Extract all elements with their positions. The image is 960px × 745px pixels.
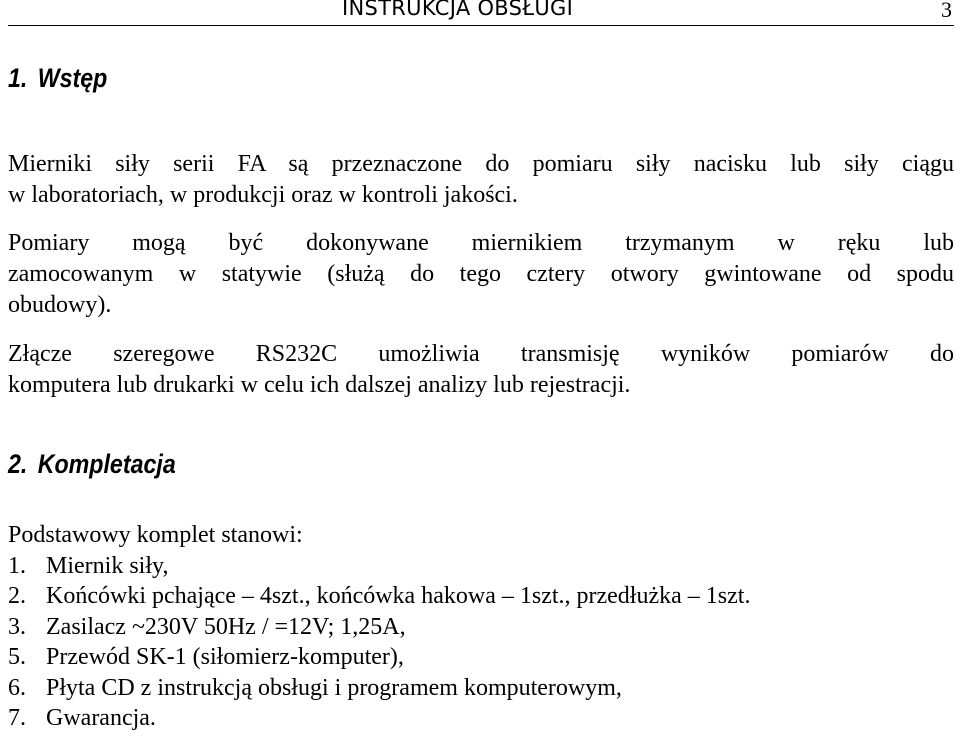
list-item-number: 5. — [8, 644, 26, 670]
section-2-number: 2. — [8, 449, 28, 479]
section-2-heading — [8, 448, 176, 480]
section-2-title: Kompletacja — [37, 449, 176, 479]
header-title: INSTRUKCJA OBSŁUGI — [342, 0, 574, 20]
section-1-heading — [8, 62, 107, 94]
list-item-number: 1. — [8, 552, 26, 579]
paragraph-3-line-2: komputera lub drukarki w celu ich dalszej analizy lub rejestracji. — [8, 372, 631, 398]
paragraph-2-line-1: Pomiary mogą być dokonywane miernikiem trzymanym w ręku lub — [8, 230, 954, 256]
list-item-text: Płyta CD z instrukcją obsługi i programem komputerowym, — [46, 674, 622, 701]
list-item-text: Końcówki pchające – 4szt., końcówka hakowa – 1szt., przedłużka – 1szt. — [46, 583, 751, 609]
section-1-number: 1. — [8, 63, 28, 93]
kit-list-intro: Podstawowy komplet stanowi: — [8, 522, 303, 548]
list-item — [8, 703, 954, 734]
paragraph-2-line-2: zamocowanym w statywie (służą do tego cztery otwory gwintowane od spodu — [8, 261, 954, 287]
list-item — [8, 551, 954, 582]
list-item-number: 2. — [8, 583, 26, 609]
kit-list — [8, 520, 954, 734]
paragraph-2-line-3: obudowy). — [8, 292, 112, 318]
list-item — [8, 673, 954, 704]
page-number: 3 — [941, 0, 952, 22]
section-1-title: Wstęp — [37, 63, 108, 93]
list-item — [8, 642, 954, 673]
paragraph-1 — [8, 149, 954, 211]
list-item-number: 7. — [8, 705, 26, 731]
list-item-number: 6. — [8, 674, 26, 701]
paragraph-1-line-2: w laboratoriach, w produkcji oraz w kontroli jakości. — [8, 182, 518, 208]
list-item-text: Gwarancja. — [46, 705, 156, 731]
list-item-text: Miernik siły, — [46, 552, 169, 579]
paragraph-1-line-1: Mierniki siły serii FA są przeznaczone do pomiaru siły nacisku lub siły ciągu — [8, 151, 954, 177]
list-item — [8, 581, 954, 612]
list-item-text: Zasilacz ~230V 50Hz / =12V; 1,25A, — [46, 613, 406, 640]
header-rule — [8, 25, 954, 26]
paragraph-3 — [8, 339, 954, 401]
paragraph-3-line-1: Złącze szeregowe RS232C umożliwia transmisję wyników pomiarów do — [8, 341, 954, 367]
list-item-text: Przewód SK-1 (siłomierz-komputer), — [46, 644, 404, 670]
list-item — [8, 612, 954, 643]
list-item-number: 3. — [8, 613, 26, 640]
paragraph-2 — [8, 228, 954, 321]
page-header — [0, 0, 960, 28]
